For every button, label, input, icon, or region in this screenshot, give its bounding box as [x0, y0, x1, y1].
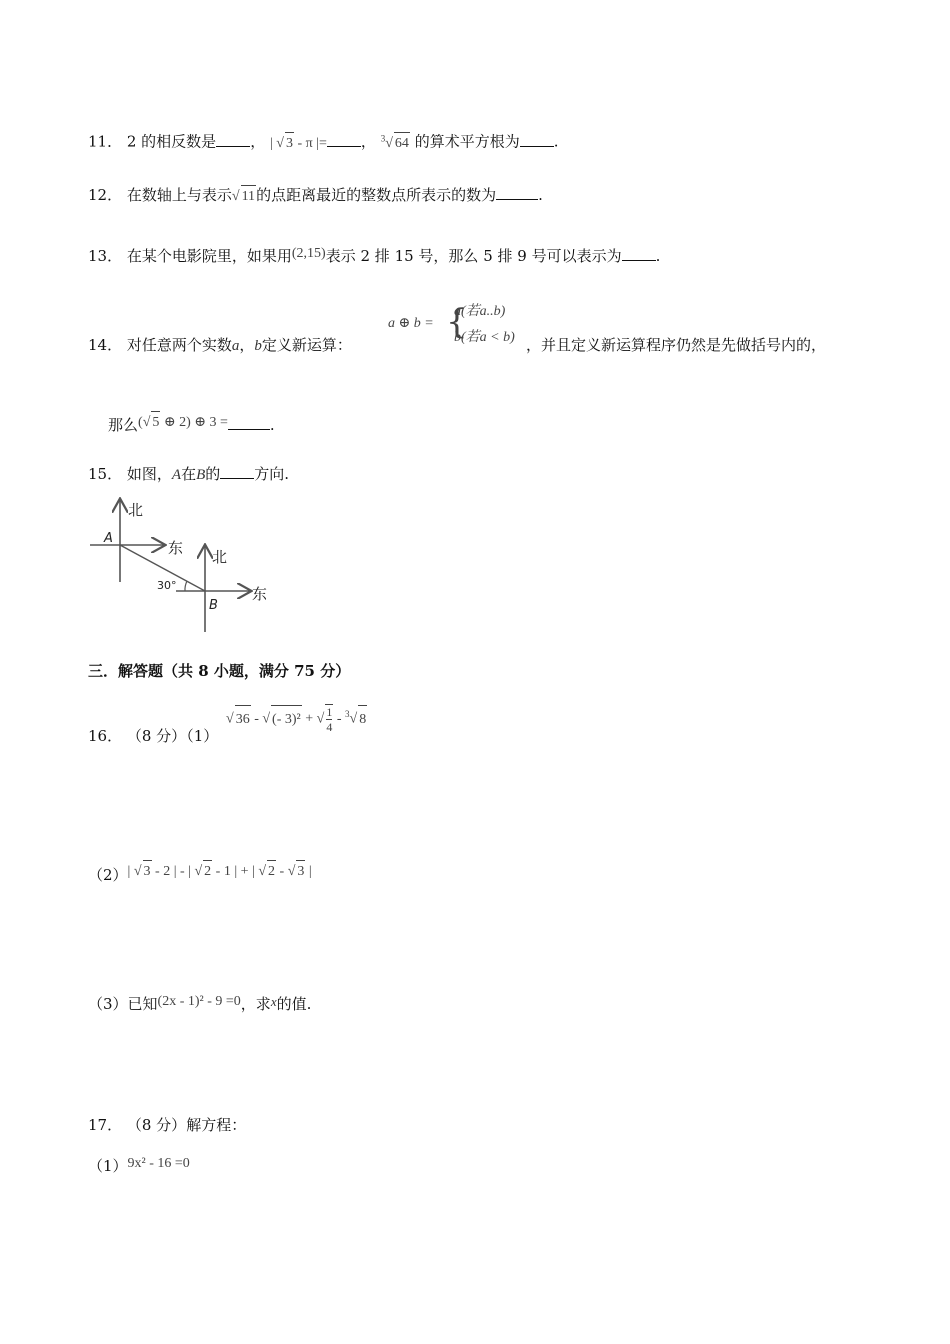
- question-number: 15．: [88, 465, 123, 483]
- question-16: [88, 725, 218, 747]
- answer-blank[interactable]: [520, 131, 554, 147]
- answer-blank[interactable]: [496, 184, 538, 200]
- question-text: 在数轴上与表示: [126, 186, 232, 204]
- question-number: 14．: [88, 336, 123, 354]
- angle-arc: [185, 581, 187, 591]
- question-number: 11．: [88, 132, 123, 151]
- answer-blank[interactable]: [216, 131, 250, 147]
- part-2-label: （2）: [88, 866, 128, 884]
- sqrt-expression: √ 11: [232, 189, 256, 204]
- operation-expression: (√ 5 ⊕ 2) ⊕ 3 =: [138, 415, 228, 430]
- question-16-part-2: [88, 860, 312, 886]
- answer-blank[interactable]: [228, 414, 270, 430]
- north-label-a: 北: [128, 501, 144, 519]
- question-13: 13． 在某个电影院里，如果用(2,15)表示 2 排 15 号，那么 5 排 9 号可以表示为 .: [88, 246, 661, 265]
- question-14-line2: 那么(√ 5 ⊕ 2) ⊕ 3 = .: [108, 411, 275, 436]
- question-text: 2 的相反数是: [126, 132, 217, 151]
- abs-expression: | √ 3 - π |=: [270, 136, 327, 151]
- question-text: 在某个电影院里，如果用: [126, 247, 292, 265]
- question-17-part-1: （1）9x² - 16 =0: [88, 1156, 190, 1175]
- question-number: 17．: [88, 1116, 123, 1134]
- score: （8 分）: [126, 727, 187, 745]
- part-1-label: （1）: [186, 727, 219, 745]
- brace: {: [446, 302, 468, 342]
- angle-label: 30°: [157, 579, 177, 592]
- score: （8 分）: [126, 1116, 187, 1134]
- definition-lhs: a ⊕ b =: [388, 316, 434, 331]
- east-label-b: 东: [252, 585, 268, 603]
- section-title: 三．解答题（共 8 小题，满分 75 分）: [88, 662, 351, 680]
- question-text: 如图，: [126, 465, 172, 483]
- question-number: 16．: [88, 727, 123, 745]
- question-12: 12． 在数轴上与表示√ 11的点距离最近的整数点所表示的数为 .: [88, 184, 543, 208]
- question-14: 14． 对任意两个实数a，b定义新运算：: [88, 336, 352, 354]
- coordinate: (2,15): [291, 246, 326, 261]
- answer-blank[interactable]: [327, 131, 361, 147]
- operation-definition: [388, 300, 528, 350]
- question-16-part-3: （3）已知(2x - 1)² - 9 =0，求x的值.: [88, 994, 312, 1013]
- east-label-a: 东: [168, 539, 184, 557]
- north-label-b: 北: [212, 548, 228, 566]
- case-2: b(若a < b): [454, 330, 515, 345]
- cube-root-expression: $^3$√ 64: [381, 136, 410, 151]
- question-14-continued: ，并且定义新运算程序仍然是先做括号内的，: [526, 336, 827, 354]
- equation-17-1: 9x² - 16 =0: [127, 1156, 190, 1171]
- question-17: 17． （8 分）解方程：: [88, 1116, 247, 1134]
- expression-16-1: √ 36 - √ (- 3)² + √ $\frac{1}{4}$ - $^3$√ 8: [226, 705, 367, 735]
- answer-blank[interactable]: [220, 463, 254, 479]
- question-text: 对任意两个实数: [126, 336, 232, 354]
- expression-16-2: | √ 3 - 2 | - | √ 2 - 1 | + | √ 2 - √ 3 |: [128, 864, 312, 879]
- answer-blank[interactable]: [622, 245, 656, 261]
- point-label-a: A: [104, 531, 113, 546]
- expression-16-3: (2x - 1)² - 9 =0: [157, 994, 241, 1009]
- question-15: 15． 如图，A在B的 方向.: [88, 465, 290, 483]
- question-number: 13．: [88, 247, 123, 265]
- question-11: 11． 2 的相反数是 ， | √ 3 - π |= ， $^3$√ 64 的算术平方根为 .: [88, 127, 558, 155]
- question-number: 12．: [88, 186, 123, 204]
- case-1: a(若a..b): [454, 304, 506, 319]
- point-label-b: B: [209, 598, 218, 613]
- direction-figure: [86, 492, 286, 642]
